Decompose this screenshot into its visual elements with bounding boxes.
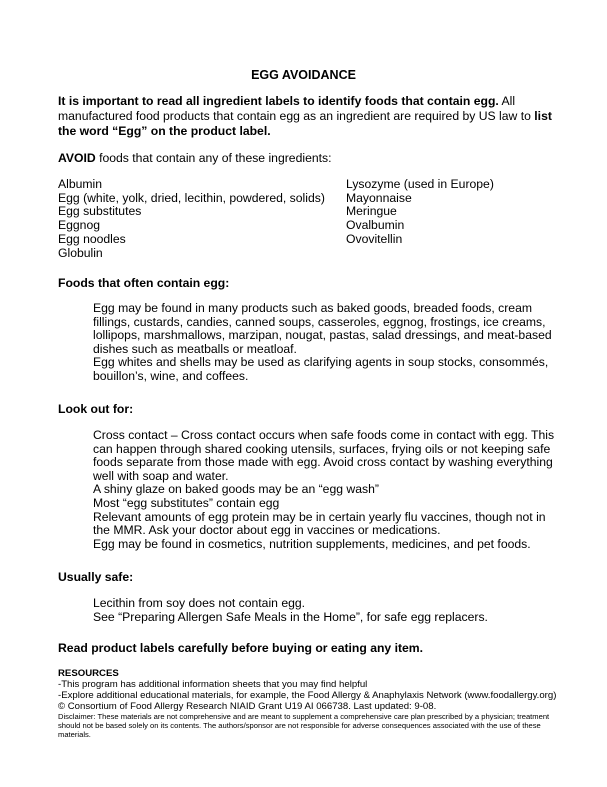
resources-title: RESOURCES — [58, 668, 119, 679]
ingredient-item: Meringue — [346, 204, 397, 219]
ingredient-list-right — [346, 178, 494, 247]
foods-item: Egg whites and shells may be used as clarifying agents in soup stocks, consommés, bouillon’s, wine, and coffees. — [93, 355, 549, 383]
ingredient-item: Albumin — [58, 177, 103, 191]
read-labels-note: Read product labels carefully before buying or eating any item. — [58, 641, 424, 655]
page-title: EGG AVOIDANCE — [251, 68, 356, 82]
avoid-keyword: AVOID — [58, 151, 96, 165]
resources-section — [58, 668, 558, 739]
lookout-heading: Look out for: — [58, 402, 134, 416]
ingredient-item: Lysozyme (used in Europe) — [346, 177, 494, 191]
ingredient-item: Ovovitellin — [346, 231, 403, 246]
disclaimer: Disclaimer: These materials are not comprehensive and are meant to supplement a comprehensive care plan prescribed by a physician; treatment should not be based solely on its contents. The authors/sponsor are not responsible for adverse consequences associated with the use of these materials. — [58, 712, 550, 739]
safe-item: Lecithin from soy does not contain egg. — [93, 596, 306, 610]
ingredient-item: Mayonnaise — [346, 190, 412, 205]
lookout-item: Egg may be found in cosmetics, nutrition supplements, medicines, and pet foods. — [93, 536, 531, 551]
avoid-line — [58, 151, 332, 165]
ingredient-item: Egg noodles — [58, 231, 126, 246]
lookout-item: Most “egg substitutes” contain egg — [93, 495, 280, 510]
ingredient-list-left — [58, 178, 325, 260]
foods-section — [93, 302, 558, 384]
safe-section — [93, 597, 558, 624]
foods-heading: Foods that often contain egg: — [58, 276, 230, 290]
intro-paragraph — [58, 94, 558, 139]
resources-line: -Explore additional educational materials, for example, the Food Allergy & Anaphylaxis Network (www.foodallergy.org) — [58, 690, 557, 701]
ingredient-item: Ovalbumin — [346, 218, 405, 233]
intro-bold-tail: list the word “Egg” on the product label. — [58, 109, 552, 138]
avoid-text: foods that contain any of these ingredients: — [95, 151, 332, 165]
lookout-item: A shiny glaze on baked goods may be an “egg wash” — [93, 482, 379, 497]
ingredient-item: Egg substitutes — [58, 204, 142, 219]
lookout-section — [93, 429, 558, 551]
safe-heading: Usually safe: — [58, 570, 134, 584]
safe-item: See “Preparing Allergen Safe Meals in the Home”, for safe egg replacers. — [93, 609, 488, 624]
intro-text: All manufactured food products that contain egg as an ingredient are required by US law to — [58, 94, 535, 123]
ingredient-item: Eggnog — [58, 218, 101, 233]
foods-item: Egg may be found in many products such as baked goods, breaded foods, cream fillings, custards, candies, canned soups, casseroles, eggnog, frostings, ice creams, lollipops, marshmallows, marzipan, nougat, pastas, salad dressings, and meat-based dishes such as meatballs or meatloaf. — [93, 301, 552, 356]
intro-bold-lead: It is important to read all ingredient labels to identify foods that contain egg. — [58, 94, 499, 108]
lookout-item: Cross contact – Cross contact occurs when safe foods come in contact with egg. This can happen through shared cooking utensils, surfaces, frying oils or not keeping safe foods separate from those made with egg. Avoid cross contact by washing everything well with soap and water. — [93, 428, 555, 483]
lookout-item: Relevant amounts of egg protein may be in certain yearly flu vaccines, though not in the MMR. Ask your doctor about egg in vaccines or medications. — [93, 509, 546, 538]
copyright-line: © Consortium of Food Allergy Research NIAID Grant U19 AI 066738. Last updated: 9-08. — [58, 701, 437, 712]
ingredient-item: Globulin — [58, 245, 103, 260]
ingredient-item: Egg (white, yolk, dried, lecithin, powdered, solids) — [58, 190, 325, 205]
resources-line: -This program has additional information sheets that you may find helpful — [58, 679, 368, 690]
